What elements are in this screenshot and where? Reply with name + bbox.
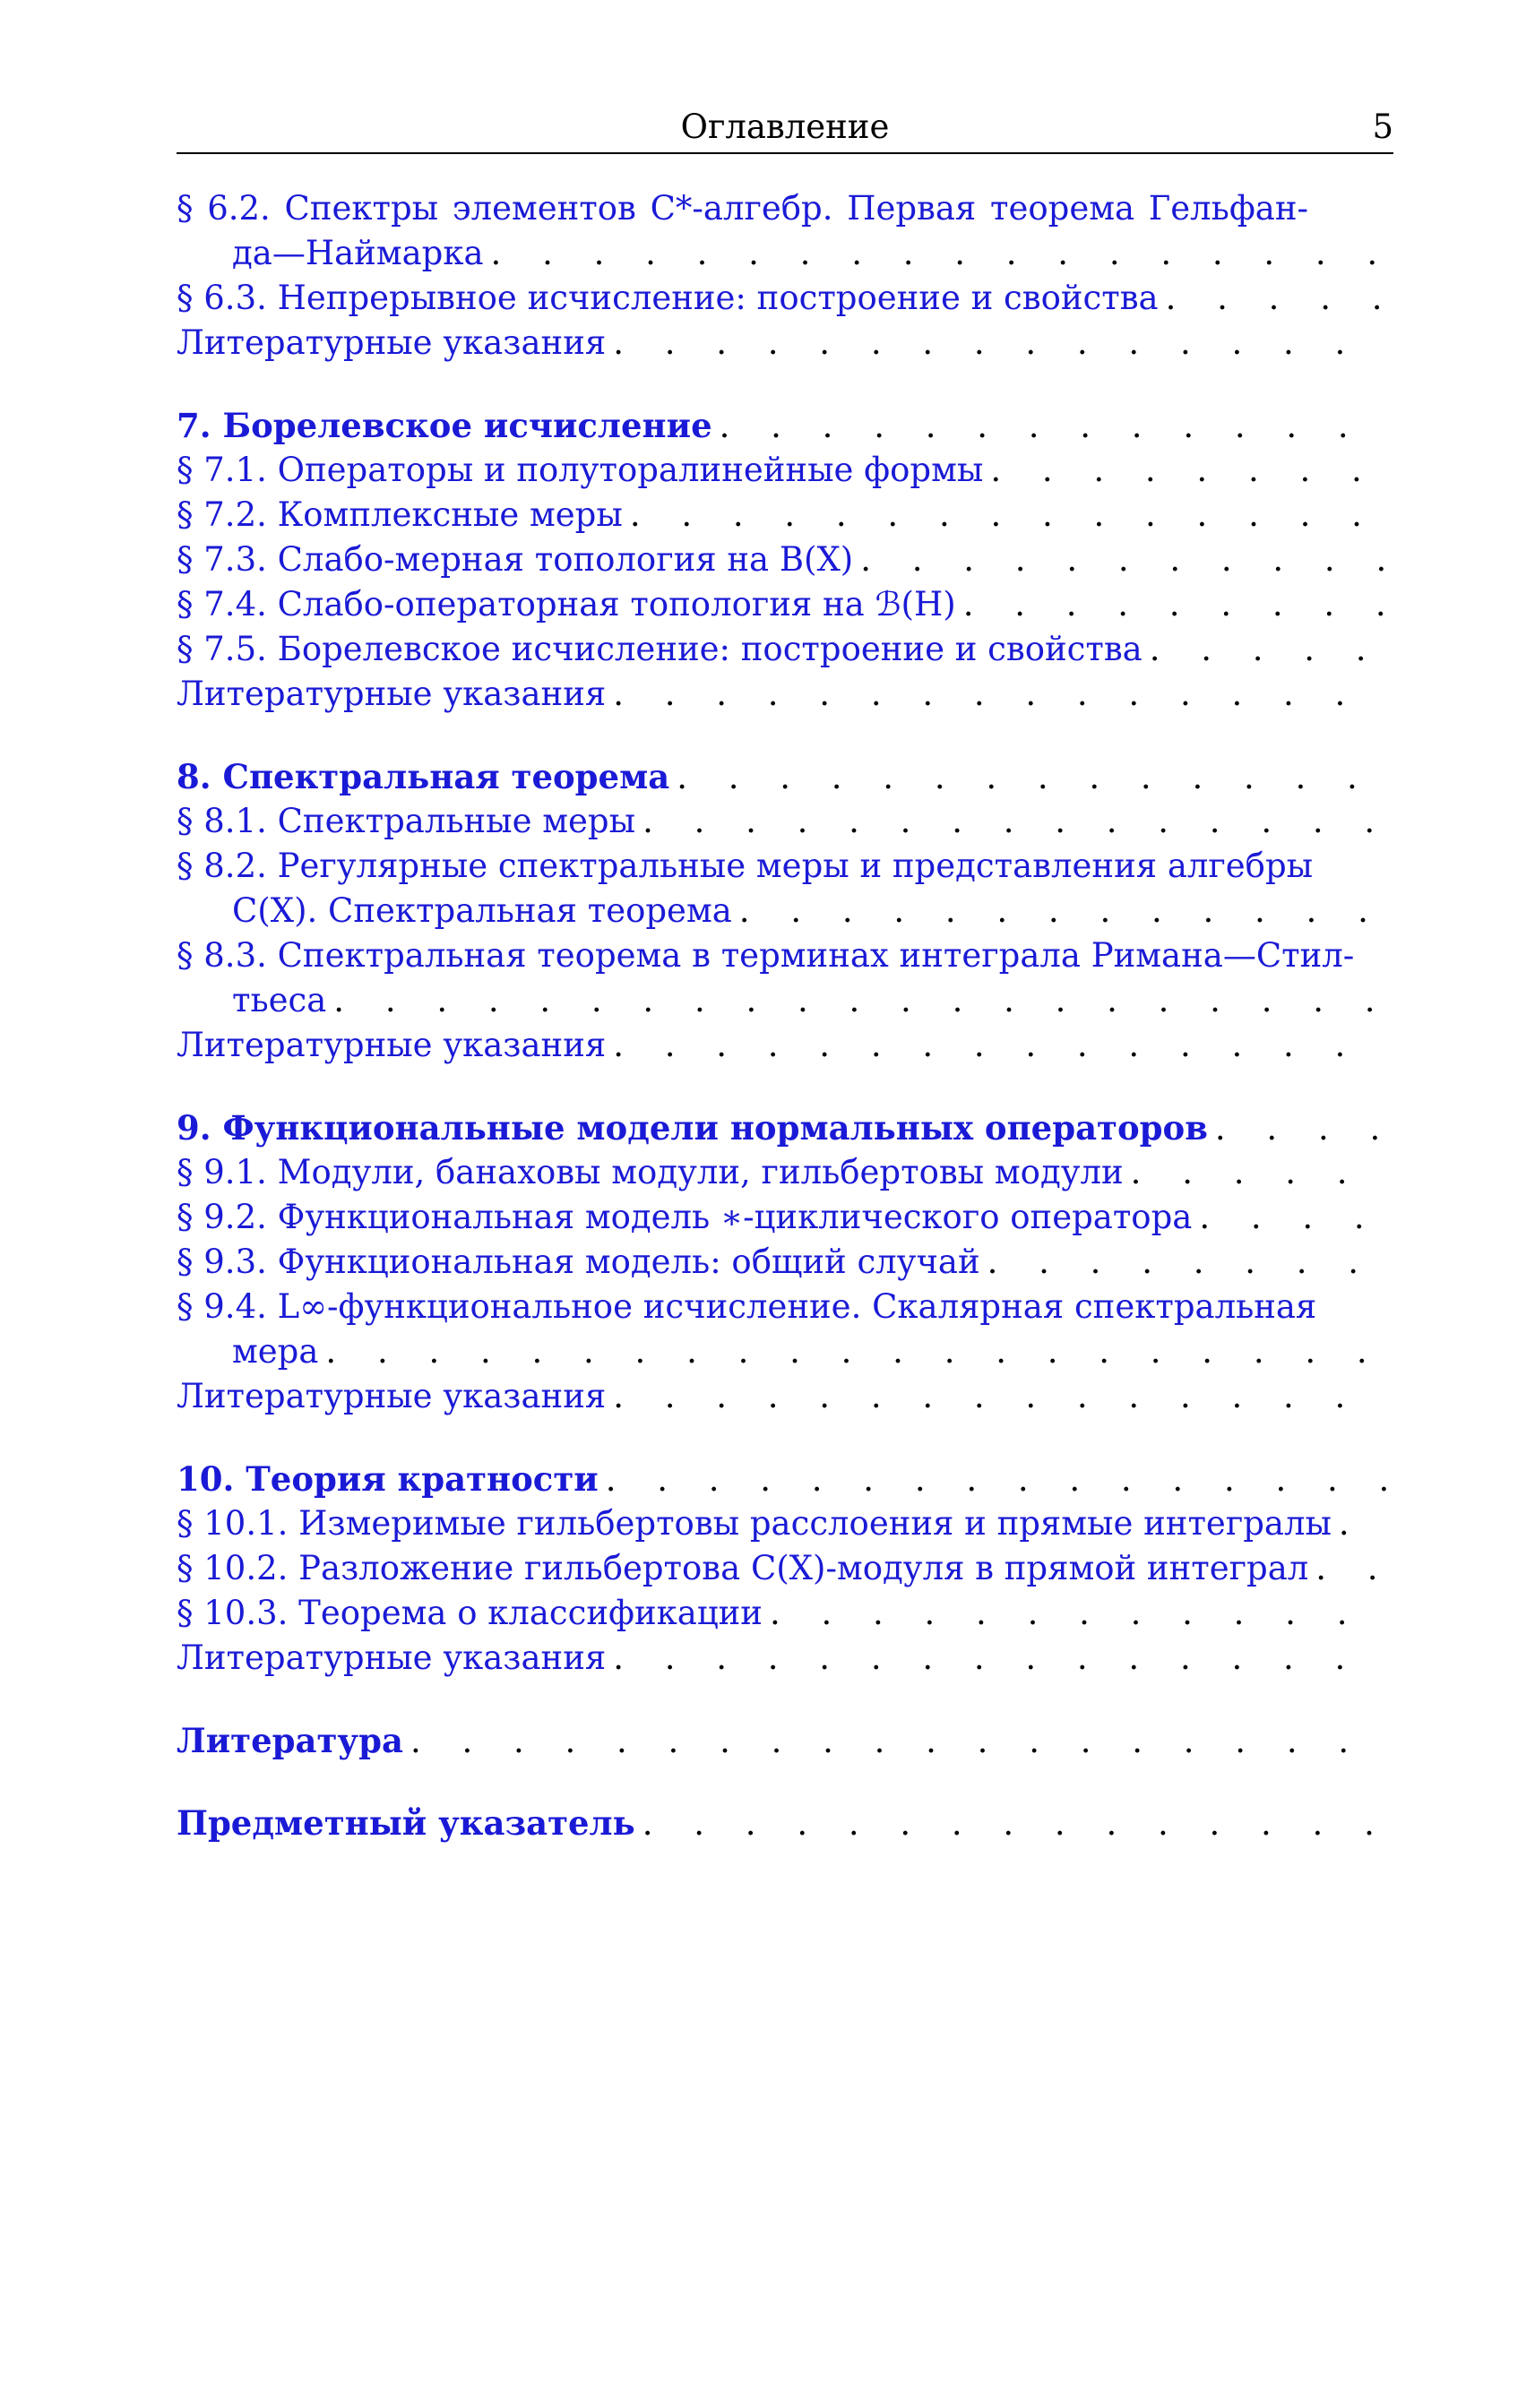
toc-entry-title: да—Наймарка xyxy=(232,234,484,272)
toc-entry-title: § 10.3. Теорема о классификации xyxy=(177,1594,763,1632)
toc-entry-title: § 7.2. Комплексные меры xyxy=(177,495,623,534)
toc-entry-title: § 8.1. Спектральные меры xyxy=(177,802,636,840)
toc-chapter-title: Предметный указатель xyxy=(177,1803,635,1843)
running-page-number: 5 xyxy=(1372,108,1393,146)
toc-index xyxy=(177,1801,1393,1845)
toc-entry-title: Литературные указания xyxy=(177,1638,607,1677)
toc-entry-title: § 9.3. Функциональная модель: общий случай xyxy=(177,1243,980,1281)
toc-entry-title: § 9.2. Функциональная модель ∗-циклического оператора xyxy=(177,1198,1193,1236)
table-of-contents xyxy=(177,186,1393,1883)
toc-entry-title: C(X). Спектральная теорема xyxy=(232,891,732,930)
toc-entry-title: Литературные указания xyxy=(177,1377,607,1415)
toc-entry-title: § 7.1. Операторы и полуторалинейные формы xyxy=(177,451,984,489)
toc-entry-title: § 6.2. Спектры элементов C*-алгебр. Первая теорема Гельфан- xyxy=(177,189,1308,228)
toc-entry-title: мера xyxy=(232,1332,319,1371)
toc-entry-title: тьеса xyxy=(232,981,327,1019)
toc-chapter-title: 9. Функциональные модели нормальных операторов xyxy=(177,1108,1208,1148)
toc-chapter-title: 10. Теория кратности xyxy=(177,1459,599,1499)
toc-entry-title: § 10.2. Разложение гильбертова C(X)-модуля в прямой интеграл xyxy=(177,1549,1309,1587)
toc-entry-title: § 8.3. Спектральная теорема в терминах интеграла Римана—Стил- xyxy=(177,936,1355,975)
running-title: Оглавление xyxy=(680,108,890,146)
toc-entry-title: § 6.3. Непрерывное исчисление: построение и свойства xyxy=(177,279,1159,317)
toc-entry-title: § 7.4. Слабо-операторная топология на ℬ(H) xyxy=(177,585,956,624)
toc-entry-title: § 7.5. Борелевское исчисление: построение и свойства xyxy=(177,630,1143,668)
toc-chapter-title: Литература xyxy=(177,1721,403,1760)
toc-entry-title: Литературные указания xyxy=(177,675,607,713)
toc-entry-title: Литературные указания xyxy=(177,323,607,362)
toc-index-heading[interactable] xyxy=(177,1801,1393,1845)
toc-entry-title: § 8.2. Регулярные спектральные меры и представления алгебры xyxy=(177,847,1314,885)
toc-entry-title: § 7.3. Слабо-мерная топология на B(X) xyxy=(177,540,854,579)
toc-chapter-title: 7. Борелевское исчисление xyxy=(177,406,712,445)
toc-entry-title: Литературные указания xyxy=(177,1026,607,1064)
toc-entry-title: § 9.4. L∞-функциональное исчисление. Скалярная спектральная xyxy=(177,1287,1317,1326)
toc-page-number xyxy=(177,186,1535,2408)
toc-chapter-title: 8. Спектральная теорема xyxy=(177,757,670,796)
toc-entry-title: § 9.1. Модули, банаховы модули, гильбертовы модули xyxy=(177,1153,1124,1191)
toc-entry-title: § 10.1. Измеримые гильбертовы расслоения и прямые интегралы xyxy=(177,1504,1332,1543)
running-header xyxy=(177,100,1393,154)
